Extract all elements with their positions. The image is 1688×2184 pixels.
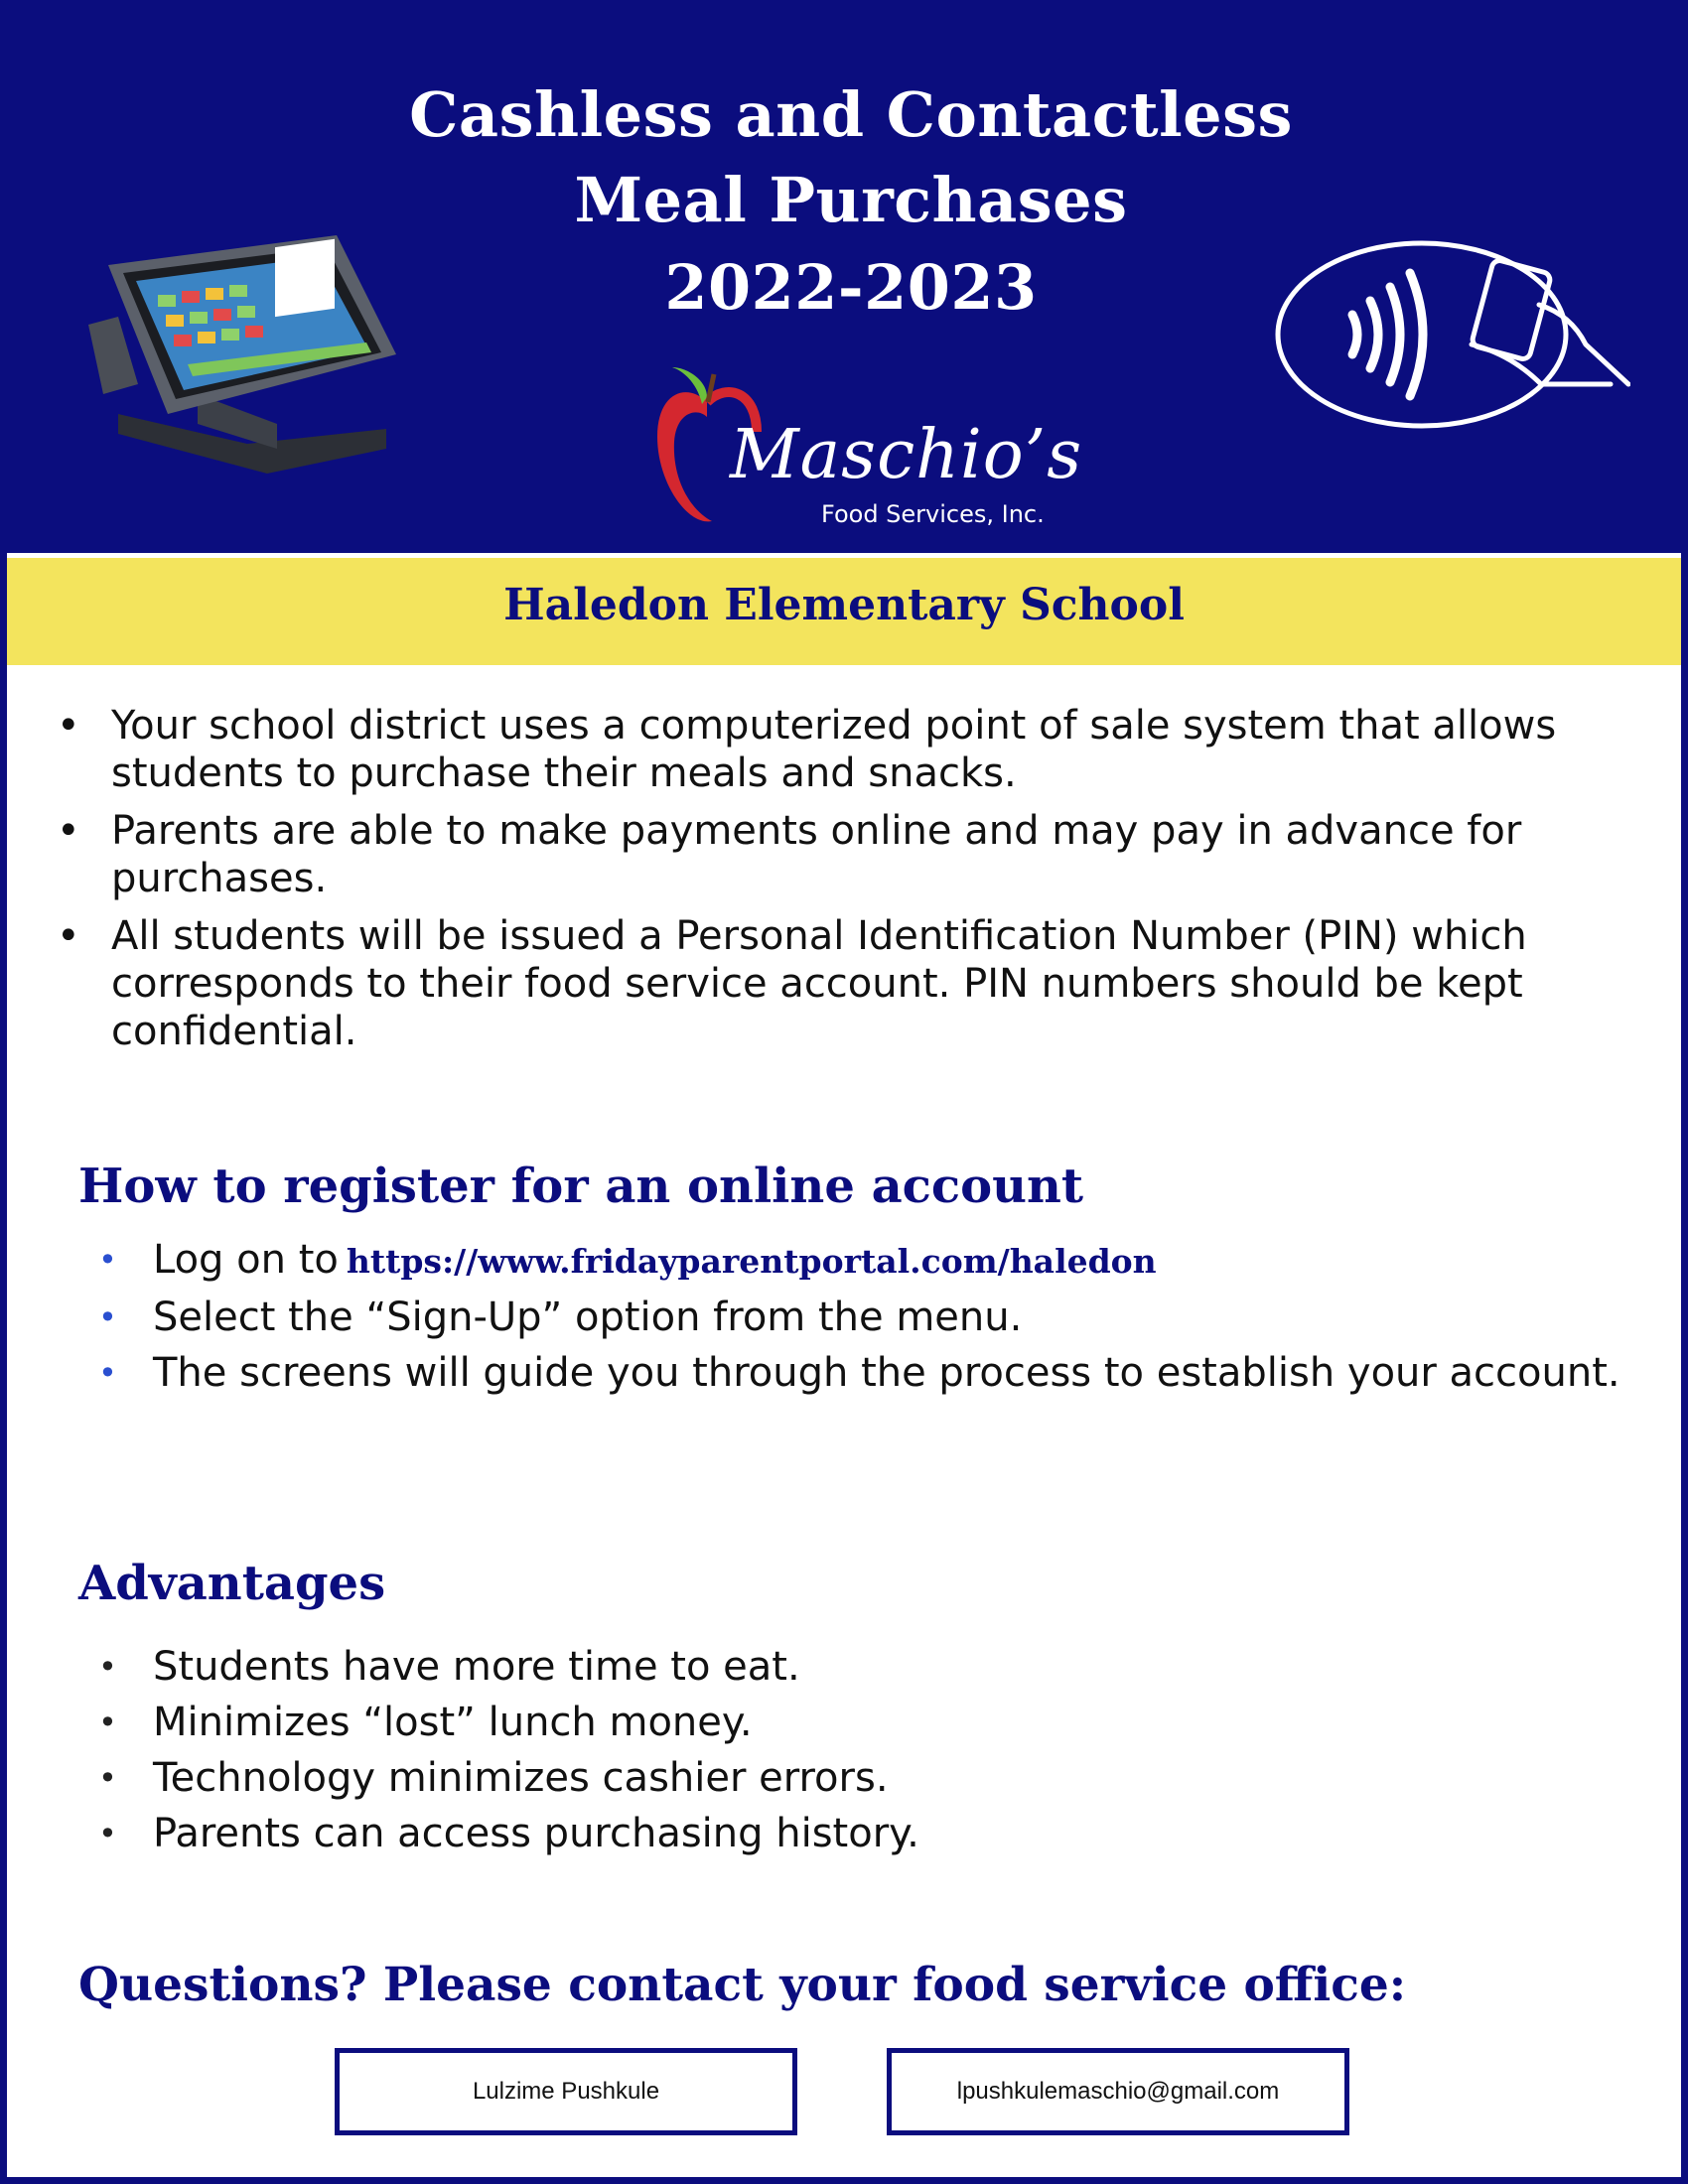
header-panel — [7, 7, 1681, 553]
list-item: • Parents are able to make payments online and may pay in advance for purchases. — [57, 808, 1522, 901]
list-item: • The screens will guide you through the process to establish your account. — [98, 1350, 1620, 1396]
list-item: • Parents can access purchasing history. — [98, 1811, 919, 1856]
advantages-list — [98, 1643, 1647, 1865]
advantages-heading: Advantages — [78, 1556, 386, 1611]
title-line-3: 2022-2023 — [664, 251, 1038, 324]
list-item: • Minimizes “lost” lunch money. — [98, 1700, 753, 1745]
list-item: • Your school district uses a computerized point of sale system that allows students to purchase their meals and snacks. — [57, 703, 1557, 796]
bullet-icon: • — [98, 1354, 117, 1392]
contact-name: Lulzime Pushkule — [472, 2078, 660, 2105]
school-banner — [7, 558, 1681, 665]
pos-terminal-icon — [78, 235, 406, 483]
bullet-icon: • — [57, 703, 80, 749]
bullet-icon: • — [98, 1704, 117, 1741]
intro-list — [57, 702, 1625, 1065]
portal-link[interactable]: https://www.fridayparentportal.com/haledon — [346, 1242, 1157, 1281]
list-item: • Select the “Sign-Up” option from the menu. — [98, 1295, 1023, 1340]
bullet-icon: • — [98, 1241, 117, 1279]
contact-heading: Questions? Please contact your food service office: — [78, 1958, 1407, 2012]
list-item: • Log on to https://www.fridayparentportal.com/haledon — [98, 1237, 1157, 1283]
bullet-icon: • — [57, 913, 80, 959]
contact-name-box — [335, 2048, 797, 2135]
register-heading: How to register for an online account — [78, 1159, 1084, 1214]
list-item: • Students have more time to eat. — [98, 1644, 800, 1690]
bullet-icon: • — [98, 1298, 117, 1336]
school-name: Haledon Elementary School — [503, 580, 1185, 630]
title-line-1: Cashless and Contactless — [409, 78, 1293, 151]
title-line-2: Meal Purchases — [574, 164, 1128, 236]
logo-subtitle: Food Services, Inc. — [821, 500, 1045, 528]
bullet-icon: • — [57, 808, 80, 854]
logo-name: Maschio’s — [730, 416, 1083, 494]
list-item: • All students will be issued a Personal Identification Number (PIN) which corresponds to their food service account. PIN numbers should be kept confidential. — [57, 913, 1527, 1054]
contact-email-box[interactable] — [887, 2048, 1349, 2135]
bullet-icon: • — [98, 1815, 117, 1852]
bullet-icon: • — [98, 1759, 117, 1797]
contact-email[interactable]: lpushkulemaschio@gmail.com — [956, 2078, 1280, 2105]
bullet-icon: • — [98, 1648, 117, 1686]
register-list — [98, 1236, 1647, 1405]
contactless-payment-icon — [1273, 235, 1630, 434]
list-item: • Technology minimizes cashier errors. — [98, 1755, 889, 1801]
